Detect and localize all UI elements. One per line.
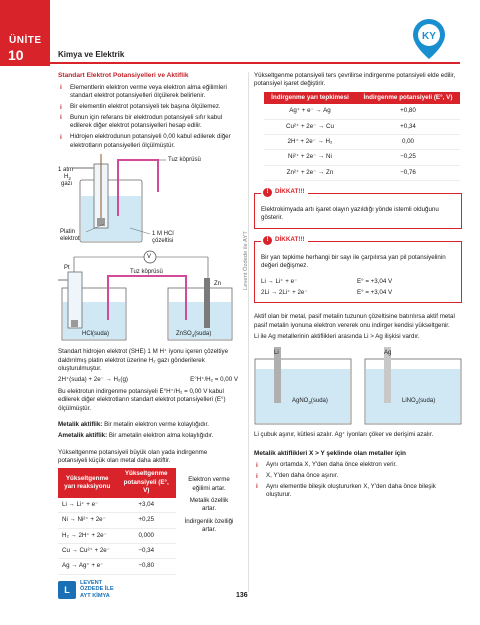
table-header: Yükseltgenme potansiyeli (E°, V) bbox=[116, 468, 176, 498]
footer-logo bbox=[58, 580, 114, 599]
she-equation-row bbox=[58, 376, 238, 384]
gas-label-1: 1 atm bbox=[58, 167, 74, 174]
trend-notes bbox=[182, 468, 236, 574]
table-row: Zn²⁺ + 2e⁻ → Zn −0,76 bbox=[264, 165, 460, 180]
beaker-li bbox=[254, 345, 352, 425]
definition-ametalic: Ametalik aktiflik: Bir ametalin elektron alma kolaylığıdır. bbox=[58, 432, 214, 440]
warning-text: Bir yarı tepkime herhangi bir sayı ile çarpılırsa yarı pil potansiyelinin değeri değişmez. bbox=[261, 253, 446, 270]
right-column bbox=[254, 72, 462, 502]
she-reference-text: Bu elektrotun indirgenme potansiyeli E°H⁺/H₂ = 0,00 V kabul edilerek diğer elektrotların standart elektrot potansiyelleri (E°) ölçülmüştür. bbox=[58, 387, 226, 412]
oxidation-table bbox=[58, 468, 176, 574]
trend-note: Metalik özellik artar. bbox=[189, 497, 229, 513]
reduction-intro: Yükseltgenme potansiyeli ters çevrilirse indirgenme potansiyeli elde edilir, potansiyel işaret değiştirir. bbox=[254, 72, 456, 88]
cell-diagram bbox=[58, 250, 238, 342]
platin-label-2: elektrot bbox=[60, 236, 80, 243]
info-bullet-icon: i bbox=[256, 483, 258, 491]
salt-bridge-label: Tuz köprüsü bbox=[168, 157, 201, 164]
activity-relation-text: Li ile Ag metallerinin aktiflikleri arasında Li > Ag ilişkisi vardır. bbox=[254, 332, 420, 340]
reduction-table bbox=[264, 92, 460, 181]
gas-label-2: $H_2$ bbox=[64, 174, 71, 182]
section-title-right: Metalik aktiflikleri X > Y şeklinde olan metaller için bbox=[254, 449, 406, 457]
table-header: İndirgenme yarı tepkimesi bbox=[264, 92, 356, 105]
she-potential: E°H⁺/H₂ = 0,00 V bbox=[190, 376, 238, 384]
info-bullet-icon: i bbox=[256, 461, 258, 469]
oxidation-table-block bbox=[58, 468, 238, 574]
page-header bbox=[0, 0, 480, 66]
unit-box bbox=[0, 0, 50, 66]
equation-row: Li → Li⁺ + e⁻ E° = +3,04 V bbox=[261, 278, 393, 286]
definition-metalic: Metalik aktiflik: Bir metalin elektron verme kolaylığıdır. bbox=[58, 420, 209, 428]
platin-label-1: Platin bbox=[60, 229, 76, 236]
brand-badge-icon bbox=[412, 18, 446, 60]
warning-tag: ! DİKKAT!!! bbox=[261, 236, 308, 245]
table-row: Li → Li⁺ + e⁻ +3,04 bbox=[58, 498, 176, 513]
left-column bbox=[58, 72, 238, 575]
beaker-li-icon bbox=[254, 345, 352, 425]
table-header: Yükseltgenme yarı reaksiyonu bbox=[58, 468, 116, 498]
znso4-solution-label: ZnSO$_4$(suda) bbox=[176, 331, 212, 339]
table-row: H₂ → 2H⁺ + 2e⁻ 0,000 bbox=[58, 528, 176, 543]
unit-label: ÜNİTE bbox=[9, 35, 42, 46]
zn-label: Zn bbox=[214, 281, 222, 288]
vertical-sidebar-text: Levent Özdede ile AYT bbox=[243, 231, 249, 290]
table-row: Ni²⁺ + 2e⁻ → Ni −0,25 bbox=[264, 150, 460, 165]
trend-note: Elektron verme eğilimi artar. bbox=[188, 476, 230, 492]
beaker-ag bbox=[364, 345, 462, 425]
li-rod-label: Li bbox=[274, 350, 279, 357]
trend-note: İndirgenlik özelliği artar. bbox=[184, 517, 234, 534]
galvanic-cell-illustration bbox=[58, 250, 238, 342]
list-item: i Hidrojen elektrodunun potansiyeli 0,00 kabul edilerek diğer elektrotların potansiyelleri ölçülmüştür. bbox=[60, 133, 231, 149]
right-bullet-list bbox=[254, 461, 462, 499]
table-row: Cu → Cu²⁺ + 2e⁻ −0,34 bbox=[58, 543, 176, 558]
left-bullet-list bbox=[58, 84, 238, 150]
warning-text: Elektrokimyada artı işaret olayın yazıldığı yönde istemli olduğunu gösterir. bbox=[261, 206, 439, 222]
list-item: i Bunun için referans bir elektrodun potansiyeli sıfır kabul edilerek diğer elektrot potansiyelleri hesap edilir. bbox=[60, 113, 223, 130]
list-item: i Bir elementin elektrot potansiyeli tek başına ölçülemez. bbox=[60, 103, 221, 111]
hcl-label-2: çözeltisi bbox=[152, 238, 174, 245]
reaction-observation: Li çubuk aşınır, kütlesi azalır. Ag⁺ iyonları çöker ve derişimi azalır. bbox=[254, 431, 434, 439]
info-bullet-icon: i bbox=[60, 103, 62, 111]
she-diagram bbox=[58, 152, 238, 244]
list-item: i Elementlerin elektron verme veya elektron alma eğilimleri standart elektrot potansiyelleri ölçülerek belirlenir. bbox=[60, 83, 227, 100]
pt-label: Pt bbox=[64, 265, 70, 272]
publisher-logo-icon: L bbox=[58, 581, 76, 599]
table-row: Ag → Ag⁺ + e⁻ −0,80 bbox=[58, 559, 176, 574]
warning-icon: ! bbox=[263, 236, 272, 245]
beakers-illustration bbox=[254, 345, 462, 425]
gas-label-3: gazı bbox=[61, 181, 73, 188]
warning-icon: ! bbox=[263, 188, 272, 197]
warning-tag: ! DİKKAT!!! bbox=[261, 188, 308, 197]
hcl-label-1: 1 M HCl bbox=[152, 231, 174, 238]
table-row: Ni → Ni²⁺ + 2e⁻ +0,25 bbox=[58, 513, 176, 528]
active-metal-text: Aktif olan bir metal, pasif metalin tuzunun çözeltisine batırılırsa aktif metal pasif metalin iyonuna elektron vererek onu indirger kendisi yükseltgenir. bbox=[254, 313, 455, 329]
info-bullet-icon: i bbox=[60, 84, 62, 92]
list-item: i Aynı elementle bileşik oluştururken X, Y'den daha önce bileşik oluşturur. bbox=[256, 482, 436, 499]
warning-box-1 bbox=[254, 188, 462, 229]
she-apparatus-illustration bbox=[58, 152, 238, 244]
table-header: İndirgenme potansiyeli (E°, V) bbox=[356, 92, 460, 105]
section-title-left: Standart Elektrot Potansiyelleri ve Aktiflik bbox=[58, 72, 189, 79]
info-bullet-icon: i bbox=[256, 472, 258, 480]
agno3-label: AgNO$_3$(suda) bbox=[292, 398, 328, 406]
she-description: Standart hidrojen elektrot (SHE) 1 M H⁺ iyonu içeren çözeltiye daldırılmış platin elektrot üzerine H₂ gazı gönderilerek oluşturulmuştur. bbox=[58, 348, 229, 373]
list-item: i Aynı ortamda X, Y'den daha önce elektron verir. bbox=[256, 461, 397, 469]
activity-rule: Yükseltgenme potansiyeli büyük olan yada indirgenme potansiyeli küçük olan metal daha aktiftir. bbox=[58, 448, 208, 464]
table-row: 2H⁺ + 2e⁻ → H₂ 0,00 bbox=[264, 134, 460, 149]
chapter-title: Kimya ve Elektrik bbox=[58, 50, 125, 59]
ag-rod-label: Ag bbox=[384, 350, 392, 357]
bridge-label: Tuz köprüsü bbox=[130, 269, 163, 276]
brand-badge-text: KY bbox=[422, 31, 436, 42]
info-bullet-icon: i bbox=[60, 133, 62, 141]
list-item: i X, Y'den daha önce aşınır. bbox=[256, 472, 339, 480]
hcl-solution-label: HCl(suda) bbox=[82, 331, 110, 338]
unit-number: 10 bbox=[8, 47, 24, 63]
publisher-logo-text: LEVENT ÖZDEDE İLE AYT KİMYA bbox=[80, 580, 114, 599]
table-row: Cu²⁺ + 2e⁻ → Cu +0,34 bbox=[264, 119, 460, 134]
table-row: Ag⁺ + e⁻ → Ag +0,80 bbox=[264, 104, 460, 119]
lino3-label: LiNO$_3$(suda) bbox=[402, 398, 436, 406]
page-number: 136 bbox=[236, 592, 248, 599]
voltmeter-label: V bbox=[147, 254, 152, 261]
info-bullet-icon: i bbox=[60, 114, 62, 122]
header-rule bbox=[50, 62, 460, 64]
beaker-ag-icon bbox=[364, 345, 462, 425]
she-equation: 2H⁺(suda) + 2e⁻ → H₂(g) bbox=[58, 376, 128, 384]
equation-row: 2Li → 2Li⁺ + 2e⁻ E° = +3,04 V bbox=[261, 288, 393, 296]
warning-box-2 bbox=[254, 235, 462, 303]
